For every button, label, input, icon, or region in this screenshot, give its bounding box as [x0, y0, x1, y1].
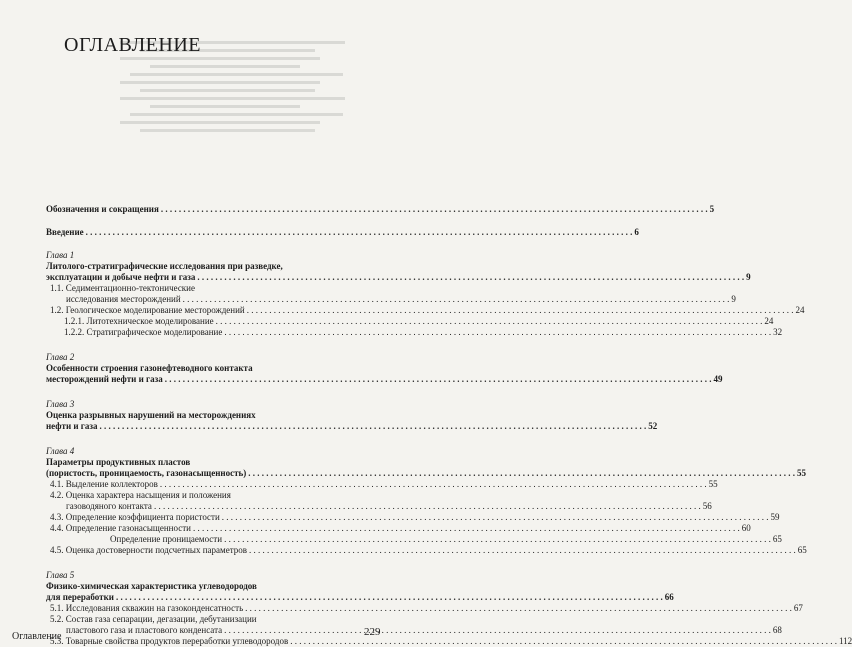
section-4-3[interactable]: 4.3. Определение коэффициента пористости . . . 59: [46, 512, 394, 523]
section-4-5[interactable]: 4.5. Оценка достоверности подсчетных параметров . . . 65: [46, 545, 394, 556]
chapter-4-heading: Глава 4: [46, 446, 75, 456]
section-4-1[interactable]: 4.1. Выделение коллекторов . . . 55: [46, 479, 394, 490]
chapter-2-title-cont[interactable]: месторождений нефти и газа . . . 49: [46, 374, 394, 385]
chapter-3-title[interactable]: Оценка разрывных нарушений на месторождениях: [46, 410, 256, 420]
chapter-1-heading: Глава 1: [46, 250, 75, 260]
chapter-5-title[interactable]: Физико-химическая характеристика углеводородов: [46, 581, 257, 591]
chapter-4-title[interactable]: Параметры продуктивных пластов: [46, 457, 191, 467]
section-1-1[interactable]: 1.1. Седиментационно-тектонические: [50, 283, 195, 293]
chapter-5-title-cont[interactable]: для переработки . . . 66: [46, 592, 394, 603]
chapter-5-heading: Глава 5: [46, 570, 75, 580]
section-5-2-cont[interactable]: пластового газа и пластового конденсата . . . 68: [46, 625, 394, 636]
section-5-3[interactable]: 5.3. Товарные свойства продуктов переработки углеводородов . . . 112: [46, 636, 394, 647]
section-5-1[interactable]: 5.1. Исследования скважин на газоконденсатность . . . 67: [46, 603, 394, 614]
section-4-4[interactable]: 4.4. Определение газонасыщенности . . . 60: [46, 523, 394, 534]
chapter-2-title[interactable]: Особенности строения газонефтеводного контакта: [46, 363, 253, 373]
section-1-2-1[interactable]: 1.2.1. Литотехническое моделирование . . . 24: [46, 316, 394, 327]
running-footer-section: Оглавление: [12, 631, 62, 642]
section-5-2[interactable]: 5.2. Состав газа сепарации, дегазации, дебутанизации: [50, 614, 257, 624]
section-4-4-permeability[interactable]: Определение проницаемости . . . 65: [46, 534, 394, 545]
chapter-3-heading: Глава 3: [46, 399, 75, 409]
chapter-1-title[interactable]: Литолого-стратиграфические исследования при разведке,: [46, 261, 283, 271]
chapter-1-title-cont[interactable]: эксплуатации и добыче нефти и газа . . . 9: [46, 272, 394, 283]
section-4-2-cont[interactable]: газоводяного контакта . . . 56: [46, 501, 394, 512]
page-number: 229: [364, 626, 381, 638]
section-1-1-cont[interactable]: исследования месторождений . . . 9: [46, 294, 394, 305]
chapter-4-title-cont[interactable]: (пористость, проницаемость, газонасыщенность) . . . 55: [46, 468, 394, 479]
toc-entry-introduction[interactable]: Введение . . . 6: [46, 227, 394, 238]
section-4-2[interactable]: 4.2. Оценка характера насыщения и положения: [50, 490, 231, 500]
page-title: ОГЛАВЛЕНИЕ: [64, 34, 201, 56]
chapter-3-title-cont[interactable]: нефти и газа . . . 52: [46, 421, 394, 432]
toc-entry-abbreviations[interactable]: Обозначения и сокращения . . . 5: [46, 204, 394, 215]
chapter-2-heading: Глава 2: [46, 352, 75, 362]
section-1-2[interactable]: 1.2. Геологическое моделирование месторождений . . . 24: [46, 305, 394, 316]
table-of-contents: [46, 204, 852, 647]
section-1-2-2[interactable]: 1.2.2. Стратиграфическое моделирование . . . 32: [46, 327, 394, 338]
